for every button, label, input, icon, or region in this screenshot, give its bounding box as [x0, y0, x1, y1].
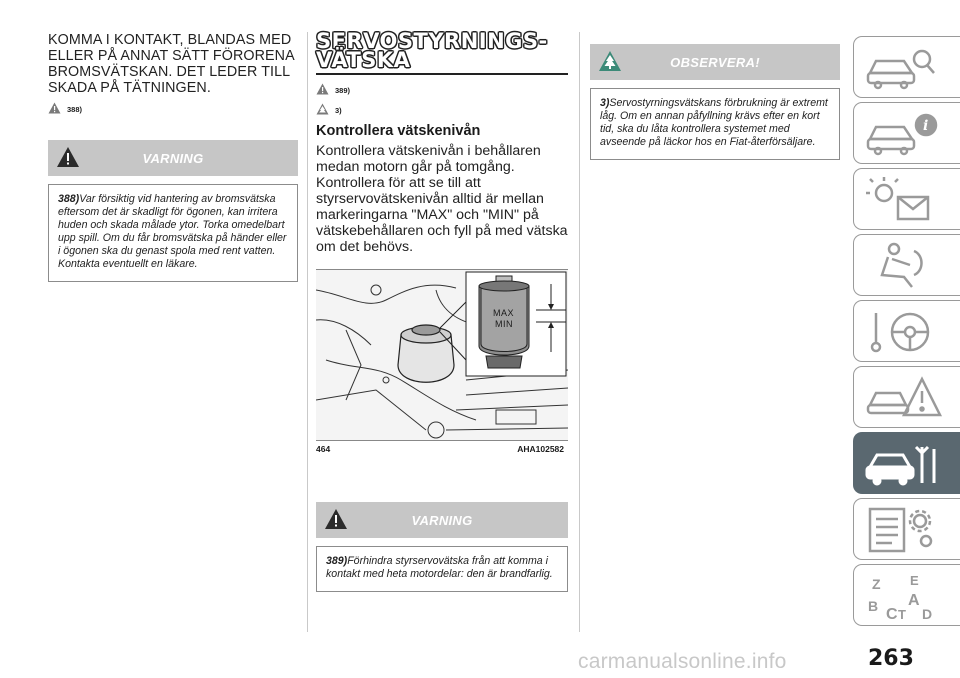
alphabet-index-icon [864, 571, 944, 623]
specs-gear-icon [864, 505, 944, 555]
light-envelope-icon [864, 175, 944, 225]
warning-header [48, 140, 298, 176]
reference-number: 388) [67, 105, 83, 114]
tab-starting-driving[interactable] [853, 300, 960, 362]
column-left [48, 32, 298, 282]
column-middle [316, 29, 568, 592]
tree-note-icon [316, 103, 329, 115]
reference-number: 389) [335, 86, 351, 95]
tab-lights-messages[interactable] [853, 168, 960, 230]
min-label: MIN [495, 319, 513, 329]
warning-title: VARNING [411, 512, 473, 528]
caps-paragraph: KOMMA I KONTAKT, BLANDAS MED ELLER PÅ ANNAT SÄTT FÖRORENA BROMSVÄTSKAN. DET LEDER TILL SKADA PÅ TÄTNINGEN. [48, 32, 294, 96]
watermark: carmanualsonline.info [578, 650, 787, 673]
svg-text:i: i [923, 118, 929, 134]
index-letter-z: Z [872, 576, 881, 592]
max-label: MAX [493, 308, 515, 318]
warning-triangle-icon [48, 102, 61, 114]
index-letter-t: T [898, 607, 906, 622]
note-reference [316, 103, 568, 115]
tab-technical-data[interactable] [853, 498, 960, 560]
note-number: 3) [600, 97, 610, 109]
tab-car-info[interactable] [853, 102, 960, 164]
road-warning-icon [864, 373, 944, 423]
page-number: 263 [868, 646, 914, 671]
note-body [590, 88, 840, 160]
warning-reference [316, 83, 568, 95]
index-letter-c: C [886, 606, 898, 623]
warning-number: 389) [326, 555, 348, 567]
warning-text: Var försiktig vid hantering av bromsvätska eftersom det är skadligt för ögonen, kan irritera huden och skada målade ytor. Torka omedelbart upp spill. Om du får bromsvätska på händer eller i ögonen ska du genast spola med rent vatten. Kontakta eventuellt en läkare. [58, 193, 287, 270]
figure-caption [316, 444, 568, 454]
index-letter-a: A [908, 592, 920, 609]
index-letter-e: E [910, 573, 919, 588]
subheading: Kontrollera vätskenivån [316, 123, 481, 139]
reference-number: 3) [335, 106, 342, 115]
warning-title: VARNING [142, 150, 204, 166]
section-rule [316, 73, 568, 75]
section-title-line2: VÄTSKA [316, 48, 411, 72]
engine-figure [316, 269, 568, 441]
note-header [590, 44, 840, 80]
note-title: OBSERVERA! [670, 54, 760, 70]
warning-triangle-icon [316, 83, 329, 95]
section-title-line1: SERVOSTYRNINGS- [316, 29, 548, 53]
column-divider-right [579, 32, 580, 632]
car-magnifier-icon [864, 43, 944, 93]
warning-triangle-icon [324, 508, 348, 530]
warning-number: 388) [58, 193, 80, 205]
warning-triangle-icon [56, 146, 80, 168]
warning-header [316, 502, 568, 538]
column-right [590, 44, 840, 160]
tab-car-inspection[interactable] [853, 36, 960, 98]
body-paragraph: Kontrollera vätskenivån i behållaren medan motorn går på tomgång. Kontrollera för att se till att styrservovätskenivån alltid är mellan markeringarna "MAX" och "MIN" på vätskebehållaren och fyll på med vätska om det behövs. [316, 143, 568, 255]
car-wrench-icon [864, 439, 944, 489]
tab-emergency[interactable] [853, 366, 960, 428]
warning-reference [48, 102, 298, 114]
steering-key-icon [864, 307, 944, 357]
warning-body [48, 184, 298, 282]
engine-illustration [316, 270, 568, 441]
note-text: Servostyrningsvätskans förbrukning är extremt låg. Om en annan påfyllning krävs efter en kort tid, ska du låta kontrollera systemet med avseende på läckor hos en Fiat-återförsäljare. [600, 97, 828, 148]
warning-text: Förhindra styrservovätska från att komma i kontakt med heta motordelar: den är brandfarlig. [326, 555, 553, 580]
warning-body [316, 546, 568, 592]
column-divider-left [307, 32, 308, 632]
index-letter-d: D [922, 606, 933, 622]
tab-maintenance[interactable] [853, 432, 960, 494]
tab-safety[interactable] [853, 234, 960, 296]
seat-airbag-icon [864, 241, 944, 291]
tree-note-icon [598, 50, 622, 72]
section-title [316, 29, 568, 72]
tab-index[interactable] [853, 564, 960, 626]
figure-code: AHA102582 [517, 444, 564, 454]
figure-number: 464 [316, 444, 331, 454]
car-info-icon [864, 109, 944, 159]
index-letter-b: B [868, 598, 879, 614]
